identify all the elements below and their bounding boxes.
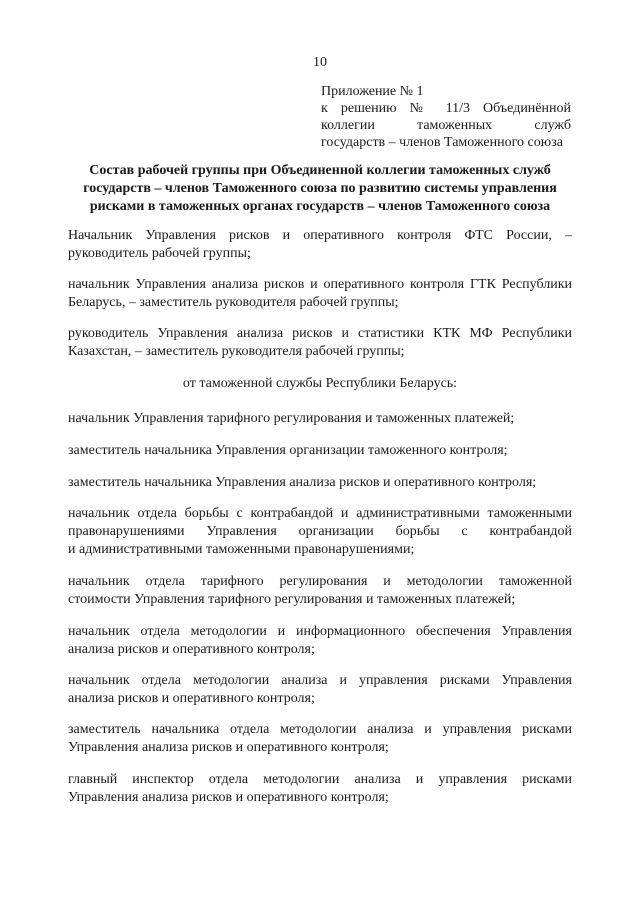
title-line: государств – членов Таможенного союза по развитию системы управления <box>83 181 557 196</box>
entry-line: руководитель рабочей группы; <box>68 246 251 261</box>
member-entry <box>68 410 572 428</box>
entry-line: правонарушениями Управления организации борьбы с контрабандой <box>68 524 572 539</box>
member-entry <box>68 771 572 807</box>
appendix-collegium: коллегии таможенных служб <box>321 118 571 133</box>
member-entry <box>68 672 572 708</box>
appendix-title: Приложение № 1 <box>321 84 424 99</box>
section-heading <box>68 375 572 393</box>
member-entry <box>68 442 572 460</box>
member-entry <box>68 721 572 757</box>
entry-line: начальник отдела методологии анализа и управления рисками Управления <box>68 673 572 688</box>
title-line: рисками в таможенных органах государств – членов Таможенного союза <box>89 199 551 214</box>
entry-line: заместитель начальника Управления анализа рисков и оперативного контроля; <box>68 475 537 490</box>
entry-line: начальник Управления тарифного регулирования и таможенных платежей; <box>68 411 515 426</box>
entry-line: Управления анализа рисков и оперативного контроля; <box>68 790 389 805</box>
member-entry <box>68 474 572 492</box>
entry-line: Начальник Управления рисков и оперативного контроля ФТС России, – <box>68 228 572 243</box>
entry-line: и административными таможенными правонарушениями; <box>68 542 415 557</box>
entry-line: начальник отдела борьбы с контрабандой и административными таможенными <box>68 506 572 521</box>
entry-line: Беларусь, – заместитель руководителя рабочей группы; <box>68 295 399 310</box>
entry-line: заместитель начальника отдела методологии анализа и управления рисками <box>68 722 572 737</box>
entry-line: главный инспектор отдела методологии анализа и управления рисками <box>68 772 572 787</box>
entry-line: от таможенной службы Республики Беларусь: <box>182 376 458 391</box>
entry-line: начальник Управления анализа рисков и оперативного контроля ГТК Республики <box>68 277 572 292</box>
entry-line: начальник отдела методологии и информационного обеспечения Управления <box>68 624 572 639</box>
appendix-block <box>321 83 571 151</box>
entry-line: Казахстан, – заместитель руководителя рабочей группы; <box>68 344 405 359</box>
member-entry <box>68 227 572 263</box>
member-entry <box>68 325 572 361</box>
appendix-states: государств – членов Таможенного союза <box>321 135 563 150</box>
page-number: 10 <box>313 55 327 70</box>
appendix-decision: к решению № 11/3 Объединённой <box>321 101 571 116</box>
entry-line: стоимости Управления тарифного регулирования и таможенных платежей; <box>68 592 516 607</box>
entry-line: Управления анализа рисков и оперативного контроля; <box>68 740 389 755</box>
title-line: Состав рабочей группы при Объединенной коллегии таможенных служб <box>89 163 551 178</box>
entry-line: заместитель начальника Управления организации таможенного контроля; <box>68 443 508 458</box>
member-entry <box>68 505 572 559</box>
member-entry <box>68 276 572 312</box>
entry-line: анализа рисков и оперативного контроля; <box>68 642 315 657</box>
entry-line: анализа рисков и оперативного контроля; <box>68 691 315 706</box>
document-title <box>68 162 572 216</box>
entry-line: начальник отдела тарифного регулирования и методологии таможенной <box>68 574 572 589</box>
entry-line: руководитель Управления анализа рисков и статистики КТК МФ Республики <box>68 326 572 341</box>
member-entry <box>68 573 572 609</box>
member-entry <box>68 623 572 659</box>
